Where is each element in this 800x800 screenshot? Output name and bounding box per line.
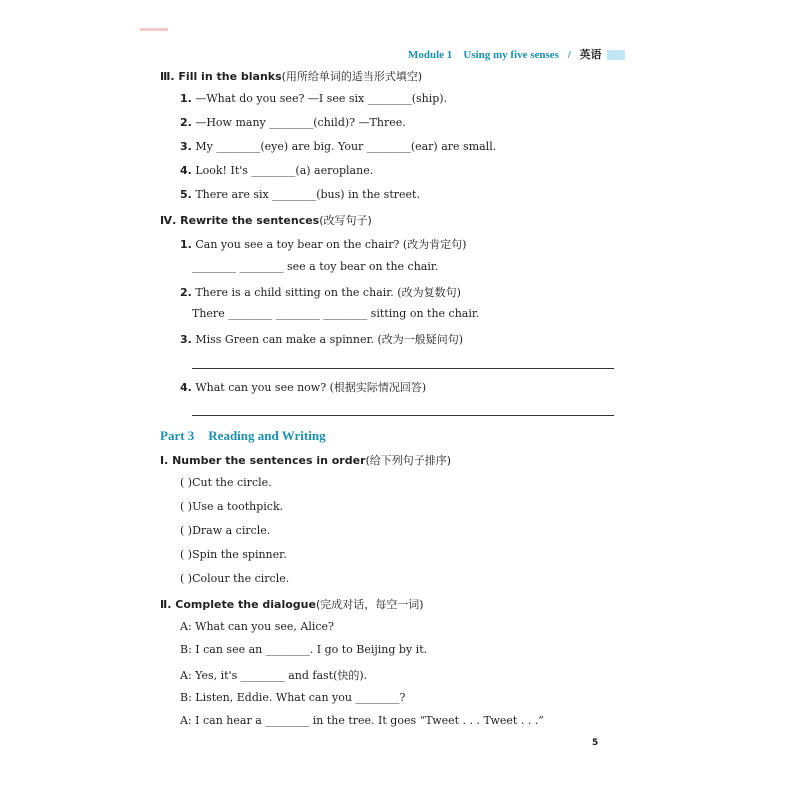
- list-item: 2. There is a child sitting on the chair. (改为复数句): [180, 286, 461, 299]
- part-title: Reading and Writing: [208, 428, 326, 443]
- section-iii-heading: [160, 68, 422, 84]
- dialogue-line: A: I can hear a ________ in the tree. It goes “Tweet . . . Tweet . . .”: [180, 714, 544, 727]
- answer-rule: [192, 415, 614, 416]
- section-iv-heading: [160, 212, 372, 228]
- header-separator: /: [567, 49, 571, 61]
- dialogue-line: A: Yes, it's ________ and fast(快的).: [180, 669, 368, 682]
- dialogue-line: A: What can you see, Alice?: [180, 620, 334, 633]
- section-i-heading: [160, 452, 451, 468]
- part-label: Part 3: [160, 428, 195, 443]
- list-item: 4. Look! It's ________(a) aeroplane.: [180, 164, 374, 177]
- page-header: [408, 46, 625, 62]
- section-i-cn: (给下列句子排序): [365, 454, 452, 467]
- section-iii-cn: (用所给单词的适当形式填空): [281, 70, 423, 83]
- answer-line: There ________ ________ ________ sitting on the chair.: [192, 307, 480, 320]
- list-item: 2. —How many ________(child)? —Three.: [180, 116, 406, 129]
- dialogue-line: B: Listen, Eddie. What can you ________?: [180, 691, 406, 704]
- answer-line: ________ ________ see a toy bear on the chair.: [192, 260, 439, 273]
- dialogue-line: B: I can see an ________. I go to Beijing by it.: [180, 643, 428, 656]
- module-title: Using my five senses: [463, 49, 559, 61]
- module-label: Module 1: [408, 49, 453, 61]
- page-number: 5: [592, 738, 599, 748]
- section-iii-title: Ⅲ. Fill in the blanks: [160, 70, 282, 83]
- list-item: 1. —What do you see? —I see six ________(ship).: [180, 92, 448, 105]
- section-ii-title: Ⅱ. Complete the dialogue: [160, 598, 316, 611]
- list-item: ( )Draw a circle.: [180, 524, 271, 537]
- list-item: ( )Spin the spinner.: [180, 548, 287, 561]
- list-item: 3. Miss Green can make a spinner. (改为一般疑问句): [180, 333, 464, 346]
- corner-mark: [140, 28, 168, 31]
- subject-label: 英语: [579, 49, 602, 61]
- section-iv-cn: (改写句子): [319, 214, 372, 227]
- list-item: ( )Colour the circle.: [180, 572, 290, 585]
- section-ii-heading: [160, 596, 424, 612]
- list-item: ( )Use a toothpick.: [180, 500, 284, 513]
- part-heading: [160, 428, 340, 444]
- list-item: 4. What can you see now? (根据实际情况回答): [180, 381, 427, 394]
- header-tag: [607, 50, 625, 60]
- list-item: 3. My ________(eye) are big. Your ________(ear) are small.: [180, 140, 497, 153]
- list-item: ( )Cut the circle.: [180, 476, 272, 489]
- list-item: 1. Can you see a toy bear on the chair? (改为肯定句): [180, 238, 467, 251]
- section-iv-title: Ⅳ. Rewrite the sentences: [160, 214, 320, 227]
- section-ii-cn: (完成对话，每空一词): [315, 598, 424, 611]
- section-i-title: Ⅰ. Number the sentences in order: [160, 454, 366, 467]
- list-item: 5. There are six ________(bus) in the street.: [180, 188, 420, 201]
- answer-rule: [192, 368, 614, 369]
